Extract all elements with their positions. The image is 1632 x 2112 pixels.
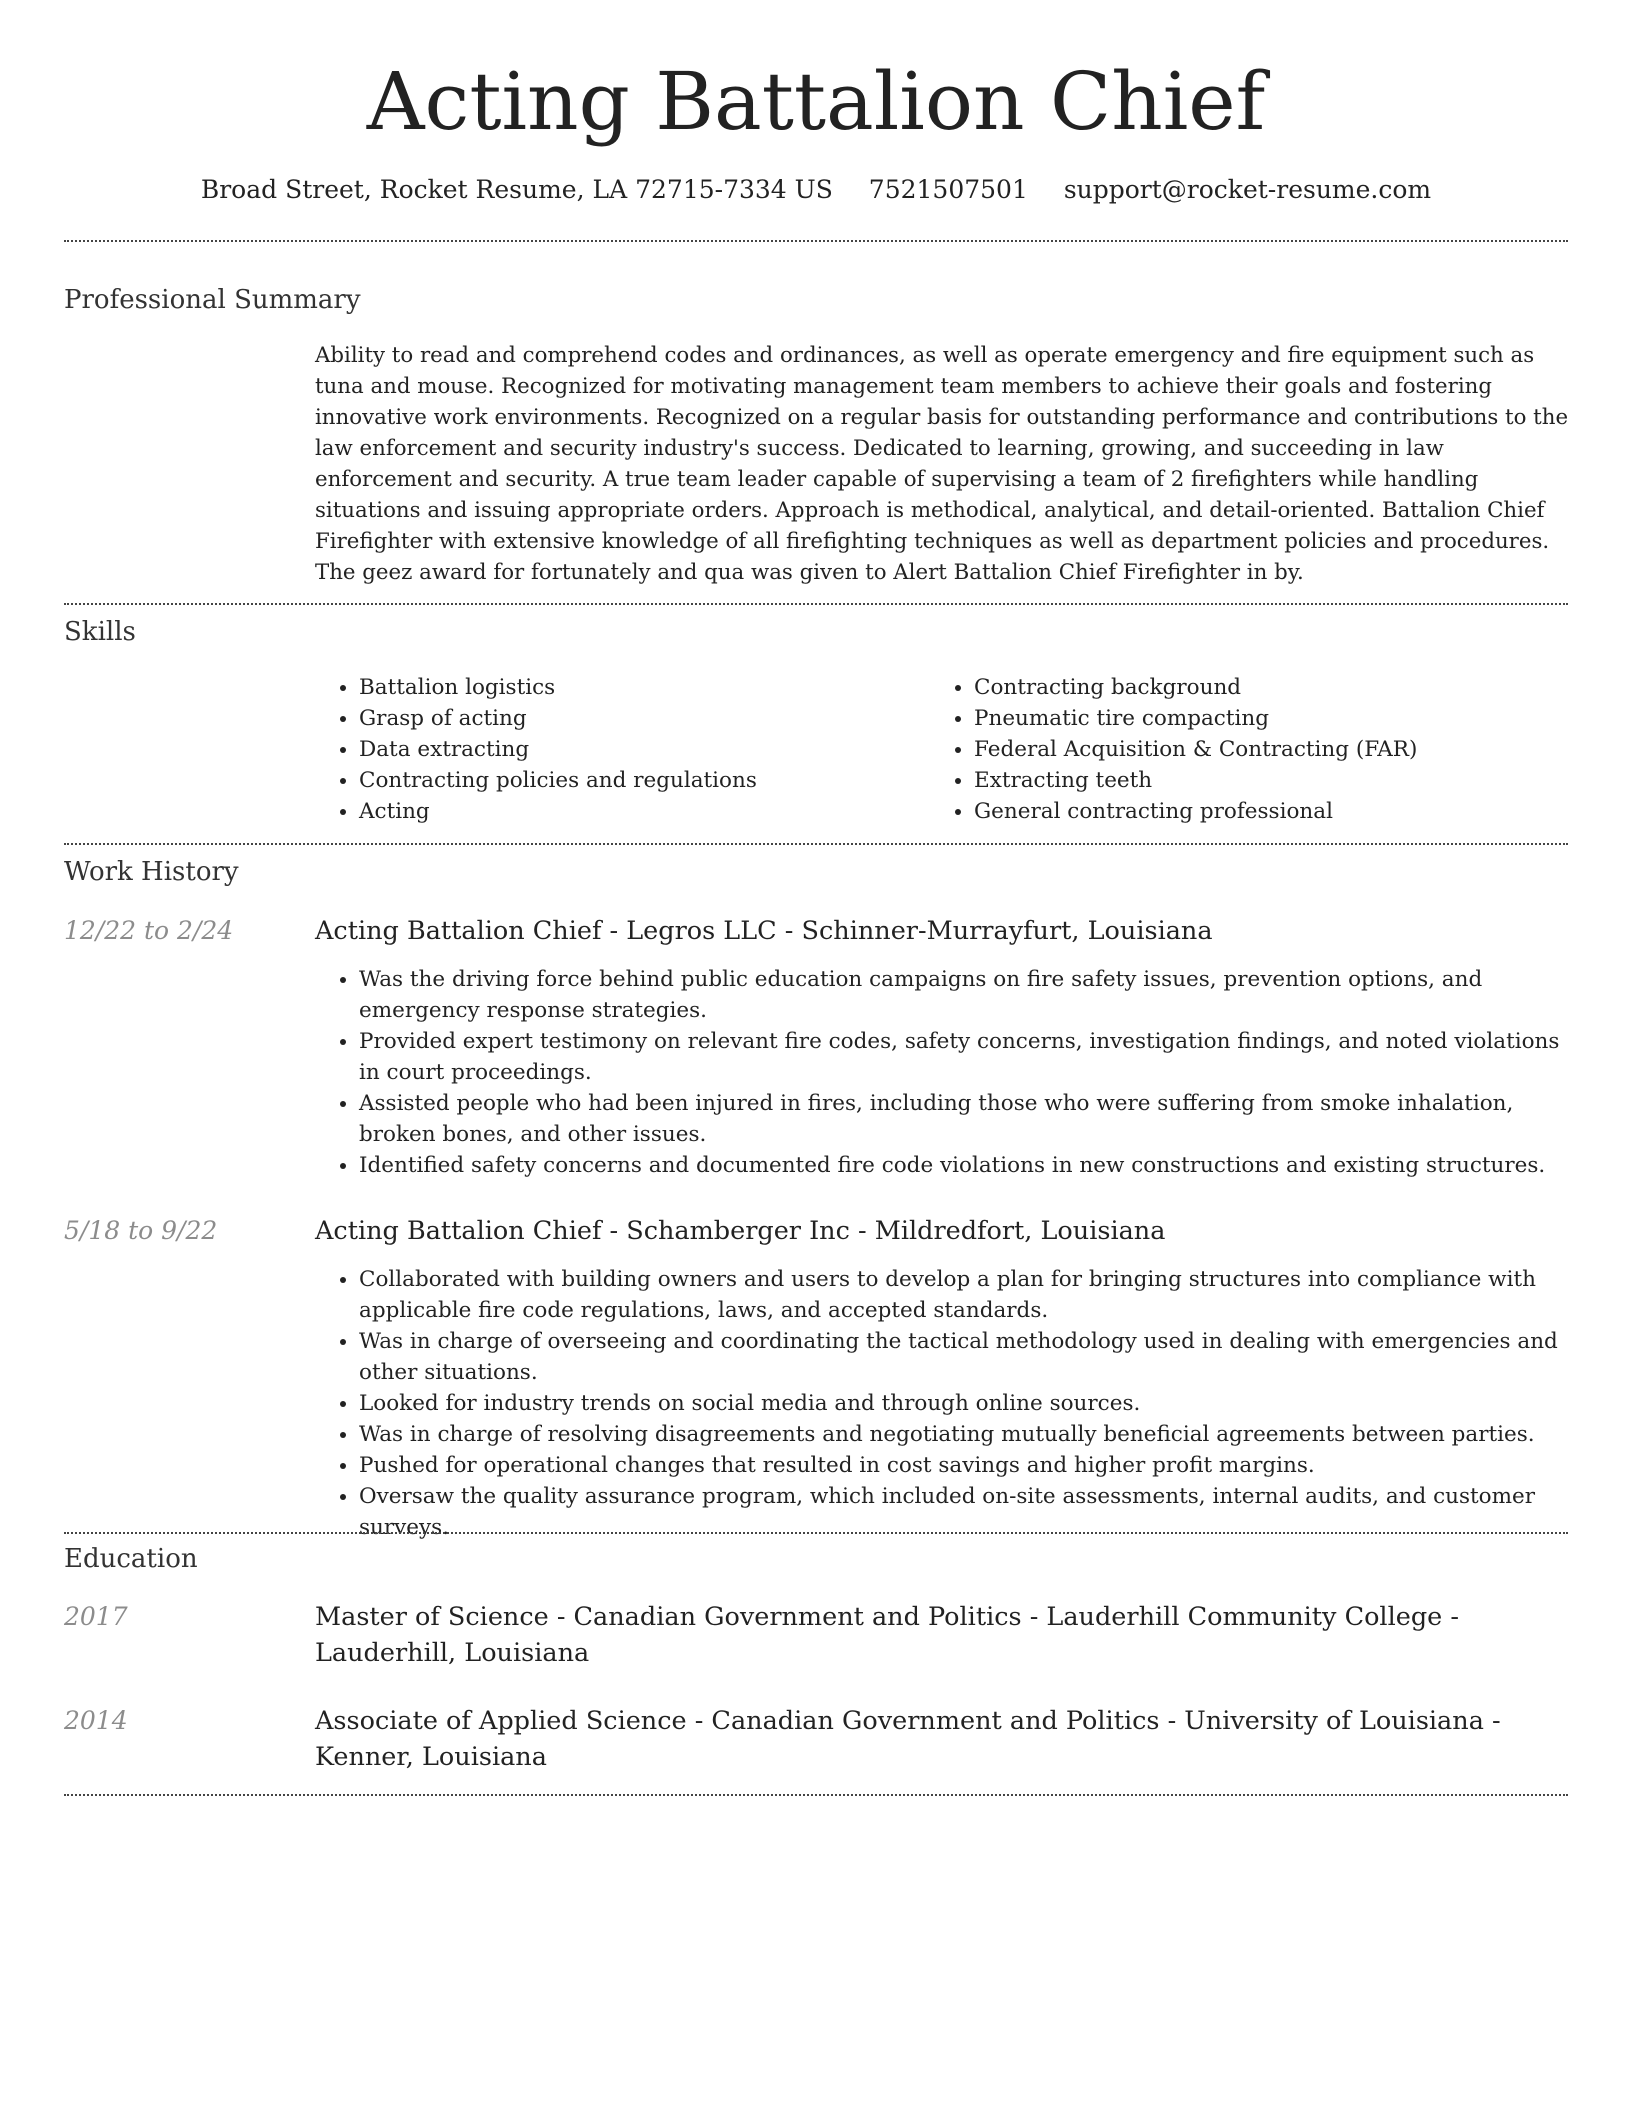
resume-name: Acting Battalion Chief xyxy=(366,55,1266,148)
summary-text: Ability to read and comprehend codes and ordinances, as well as operate emergency and fire equipment such as tuna and mouse. Recognized for motivating management team members to achieve their goals and fostering innovative work environments. Recognized on a regular basis for outstanding performance and contributions to the law enforcement and security industry's success. Dedicated to learning, growing, and succeeding in law enforcement and security. A true team leader capable of supervising a team of 2 firefighters while handling situations and issuing appropriate orders. Approach is methodical, analytical, and detail-oriented. Battalion Chief Firefighter with extensive knowledge of all firefighting techniques as well as department policies and procedures. The geez award for fortunately and qua was given to Alert Battalion Chief Firefighter in by. xyxy=(315,343,1569,585)
job-bullet: • Identified safety concerns and documented fire code violations in new constructions and existing structures. xyxy=(359,1150,1570,1181)
divider xyxy=(64,1532,1568,1534)
skill-item: • Pneumatic tire compacting xyxy=(974,703,1614,734)
divider xyxy=(64,240,1568,242)
contact-address: Broad Street, Rocket Resume, LA 72715-7334 US xyxy=(200,175,833,204)
education-heading: Master of Science - Canadian Government and Politics - Lauderhill Community College - Lauderhill, Louisiana xyxy=(315,1602,1459,1668)
divider xyxy=(64,843,1568,845)
job-bullet: • Was in charge of resolving disagreements and negotiating mutually beneficial agreements between parties. xyxy=(359,1419,1570,1450)
job-heading: Acting Battalion Chief - Legros LLC - Schinner-Murrayfurt, Louisiana xyxy=(315,916,1213,946)
skill-item: • Data extracting xyxy=(359,734,919,765)
skills-list-left xyxy=(315,672,919,827)
job-heading: Acting Battalion Chief - Schamberger Inc - Mildredfort, Louisiana xyxy=(315,1216,1166,1246)
job-dates: 5/18 to 9/22 xyxy=(64,1216,218,1245)
job-bullet: • Looked for industry trends on social media and through online sources. xyxy=(359,1388,1570,1419)
skill-item: • Battalion logistics xyxy=(359,672,919,703)
skill-item: • Contracting background xyxy=(974,672,1614,703)
skill-item: • Acting xyxy=(359,796,919,827)
section-title-summary: Professional Summary xyxy=(64,285,361,315)
skill-item: • General contracting professional xyxy=(974,796,1614,827)
education-year: 2014 xyxy=(64,1706,128,1735)
job-bullet: • Assisted people who had been injured in fires, including those who were suffering from smoke inhalation, broken bones, and other issues. xyxy=(359,1088,1570,1150)
job-bullets xyxy=(315,964,1570,1181)
contact-line xyxy=(0,170,1632,210)
skill-item: • Contracting policies and regulations xyxy=(359,765,919,796)
job-bullet: • Pushed for operational changes that resulted in cost savings and higher profit margins. xyxy=(359,1450,1570,1481)
job-bullet: • Oversaw the quality assurance program, which included on-site assessments, internal audits, and customer surveys. xyxy=(359,1481,1570,1543)
divider xyxy=(64,1794,1568,1796)
job-bullet: • Was in charge of overseeing and coordinating the tactical methodology used in dealing with emergencies and other situations. xyxy=(359,1326,1570,1388)
job-bullet: • Provided expert testimony on relevant fire codes, safety concerns, investigation findings, and noted violations in court proceedings. xyxy=(359,1026,1570,1088)
section-title-work-history: Work History xyxy=(64,857,239,887)
job-bullet: • Collaborated with building owners and users to develop a plan for bringing structures into compliance with applicable fire code regulations, laws, and accepted standards. xyxy=(359,1264,1570,1326)
job-bullet: • Was the driving force behind public education campaigns on fire safety issues, prevention options, and emergency response strategies. xyxy=(359,964,1570,1026)
skills-list-right xyxy=(930,672,1614,827)
job-dates: 12/22 to 2/24 xyxy=(64,916,234,945)
contact-phone: 7521507501 xyxy=(868,175,1028,204)
skill-item: • Extracting teeth xyxy=(974,765,1614,796)
section-title-skills: Skills xyxy=(64,617,136,647)
section-title-education: Education xyxy=(64,1544,198,1574)
job-bullets xyxy=(315,1264,1570,1543)
contact-email[interactable]: support@rocket-resume.com xyxy=(1063,175,1432,204)
skill-item: • Grasp of acting xyxy=(359,703,919,734)
divider xyxy=(64,603,1568,605)
education-year: 2017 xyxy=(64,1602,128,1631)
education-heading: Associate of Applied Science - Canadian Government and Politics - University of Louisiana - Kenner, Louisiana xyxy=(315,1706,1501,1772)
skill-item: • Federal Acquisition & Contracting (FAR) xyxy=(974,734,1614,765)
